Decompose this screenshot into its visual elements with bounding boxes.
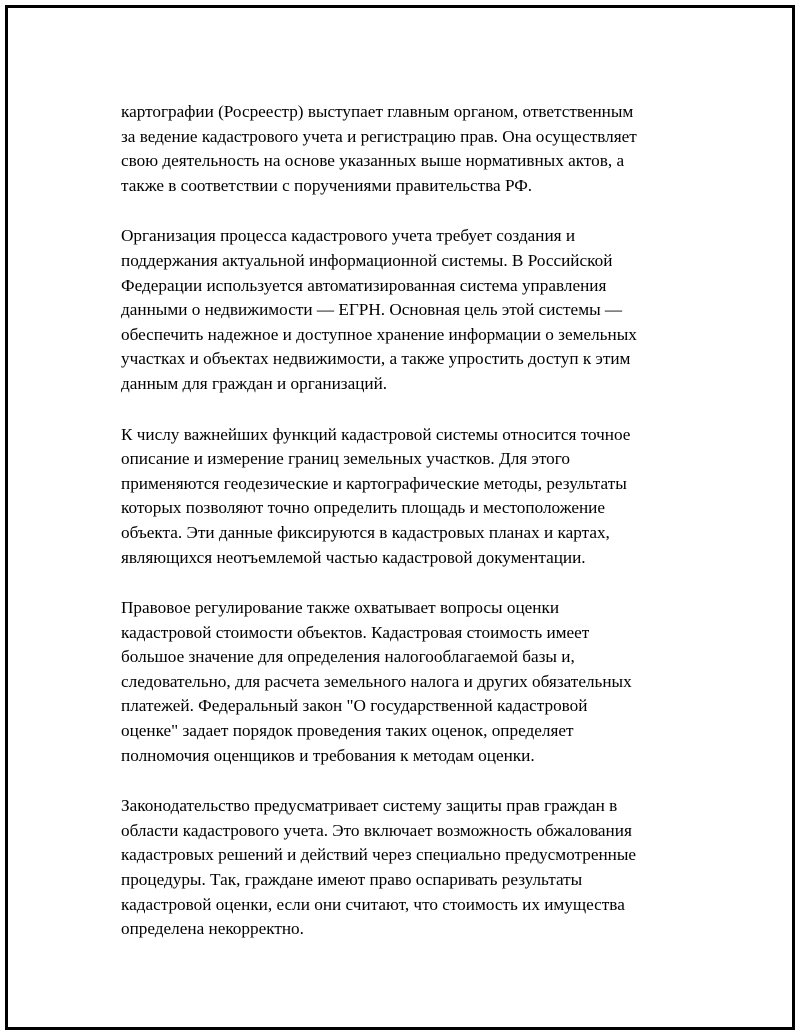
text-line: применяются геодезические и картографические методы, результаты [121,473,627,493]
text-line: картографии (Росреестр) выступает главным органом, ответственным [121,102,634,121]
text-line: объекта. Эти данные фиксируются в кадастровых планах и картах, [121,522,610,542]
text-line: кадастровой оценки, если они считают, что стоимость их имущества [121,894,625,914]
text-line: следовательно, для расчета земельного налога и других обязательных [121,671,632,691]
text-line: данным для граждан и организаций. [121,373,388,393]
text-line: свою деятельность на основе указанных выше нормативных актов, а [121,151,625,171]
text-line: Правовое регулирование также охватывает вопросы оценки [121,598,560,618]
text-line: также в соответствии с поручениями правительства РФ. [121,175,533,195]
text-line: определена некорректно. [121,919,304,939]
text-line: платежей. Федеральный закон "О государственной кадастровой [121,696,588,716]
document-body [121,100,711,968]
text-line: данными о недвижимости — ЕГРН. Основная цель этой системы — [121,300,623,320]
text-line: Федерации используется автоматизированная система управления [121,275,607,295]
document-page [5,5,795,1030]
text-line: процедуры. Так, граждане имеют право оспаривать результаты [121,870,583,890]
text-line: за ведение кадастрового учета и регистрацию прав. Она осуществляет [121,126,637,146]
text-line: Законодательство предусматривает систему защиты прав граждан в [121,796,618,816]
text-line: К числу важнейших функций кадастровой системы относится точное [121,424,631,444]
text-line: большое значение для определения налогооблагаемой базы и, [121,647,575,667]
text-line: кадастровых решений и действий через специально предусмотренные [121,845,637,865]
text-line: описание и измерение границ земельных участков. Для этого [121,449,570,469]
text-line: поддержания актуальной информационной системы. В Российской [121,250,613,270]
text-line: Организация процесса кадастрового учета требует создания и [121,226,576,246]
text-line: участках и объектах недвижимости, а также упростить доступ к этим [121,349,631,369]
text-line: области кадастрового учета. Это включает возможность обжалования [121,820,632,840]
text-line: кадастровой стоимости объектов. Кадастровая стоимость имеет [121,622,590,642]
text-line: оценке" задает порядок проведения таких оценок, определяет [121,721,574,741]
paragraph-2 [121,224,711,396]
text-line: которых позволяют точно определить площадь и местоположение [121,498,606,518]
paragraph-4 [121,596,711,768]
paragraph-1 [121,100,711,198]
text-line: обеспечить надежное и доступное хранение информации о земельных [121,324,637,344]
paragraph-5 [121,794,711,942]
text-line: являющихся неотъемлемой частью кадастровой документации. [121,547,586,567]
text-line: полномочия оценщиков и требования к методам оценки. [121,745,535,765]
paragraph-3 [121,423,711,571]
